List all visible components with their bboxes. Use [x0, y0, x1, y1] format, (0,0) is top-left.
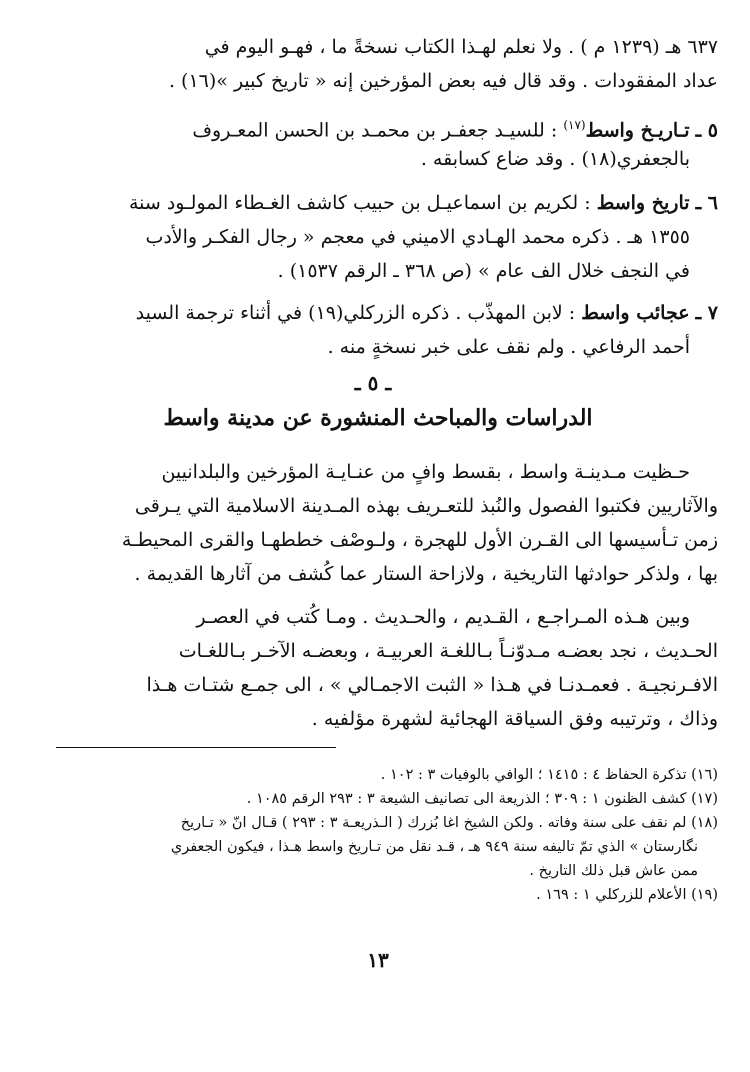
entry-first-line: [38, 186, 718, 220]
text-line: وذاك ، وترتيبه وفق السياقة الهجائية لشهرة مؤلفيه .: [311, 708, 718, 730]
entry-text: : لابن المهذّب . ذكره الزركلي(١٩) في أثناء ترجمة السيد: [135, 302, 576, 324]
footnote-18-cont: نگارستان » الذي تمّ تاليفه سنة ٩٤٩ هـ ، قـد نقل من تـاريخ واسط هـذا ، فيكون الجعفري: [170, 839, 698, 855]
text-line: زمن تـأسيسها الى القـرن الأول للهجرة ، ولـوصْف خططهـا والقرى المحيطـة: [121, 529, 718, 551]
footnote-19: (١٩) الأعلام للزركلي ١ : ١٦٩ .: [536, 887, 718, 903]
entry-text: : للسيـد جعفـر بن محمـد بن الحسن المعـروف: [192, 119, 558, 142]
text-line: عداد المفقودات . وقد قال فيه بعض المؤرخين إنه « تاريخ كبير »(١٦) .: [168, 70, 718, 92]
text-line: ٦٣٧ هـ (١٢٣٩ م ) . ولا نعلم لهـذا الكتاب نسخةً ما ، فهـو اليوم في: [204, 36, 718, 58]
entry-5: [38, 108, 718, 176]
section-heading: الدراسات والمباحث المنشورة عن مدينة واسط: [163, 405, 593, 431]
entry-title: تاريخ واسط: [596, 192, 690, 214]
top-paragraph: [38, 30, 718, 98]
entry-6: [38, 186, 718, 288]
entry-title: عجائب واسط: [581, 302, 690, 324]
footnote-17: (١٧) كشف الظنون ١ : ٣٠٩ ؛ الذريعة الى تصانيف الشيعة ٣ : ٢٩٣ الرقم ١٠٨٥ .: [246, 791, 718, 807]
entry-number: ٦ ـ: [695, 192, 718, 214]
entry-first-line: [38, 108, 718, 142]
text-line: بها ، ولذكر حوادثها التاريخية ، ولازاحة الستار عما كُشف من آثارها القديمة .: [134, 563, 718, 585]
section-separator: ـ ٥ ـ: [354, 371, 392, 395]
entry-7: [38, 296, 718, 364]
entry-number: ٧ ـ: [695, 302, 718, 324]
text-line: والآثاريين فكتبوا الفصول والنُبذ للتعـريف بهذه المـدينة الاسلامية التي يـرقى: [134, 495, 718, 517]
entry-first-line: [38, 296, 718, 330]
text-line: الافـرنجيـة . فعمـدنـا في هـذا « الثبت الاجمـالي » ، الى جمـع شتـات هـذا: [146, 674, 718, 696]
body-paragraph-1: [38, 455, 718, 591]
body-paragraph-2: [38, 600, 718, 736]
footnote-rule: [56, 747, 336, 748]
text-line: حـظيت مـدينـة واسط ، بقسط وافٍ من عنـايـة المؤرخين والبلدانيين: [161, 461, 690, 483]
entry-number: ٥ ـ: [695, 119, 718, 142]
footnotes: [38, 763, 718, 907]
text-line: الحـديث ، نجد بعضـه مـدوّنـاً بـاللغـة العربيـة ، وبعضـه الآخـر بـاللغـات: [178, 640, 718, 662]
text-line: ١٣٥٥ هـ . ذكره محمد الهـادي الاميني في معجم « رجال الفكـر والأدب: [145, 226, 690, 248]
entry-text: : لكريم بن اسماعيـل بن حبيب كاشف الغـطاء المولـود سنة: [128, 192, 591, 214]
footnote-18-cont: ممن عاش قبل ذلك التاريخ .: [529, 863, 698, 879]
entry-title: تـاريـخ واسط: [585, 119, 690, 142]
text-line: في النجف خلال الف عام » (ص ٣٦٨ ـ الرقم ١٥٣٧) .: [277, 260, 690, 282]
text-line: أحمد الرفاعي . ولم نقف على خبر نسخةٍ منه .: [327, 336, 690, 358]
page-number: ١٣: [367, 948, 389, 972]
footnote-ref: (١٧): [563, 118, 586, 132]
book-page: [38, 0, 718, 1072]
text-line: بالجعفري(١٨) . وقد ضاع كسابقه .: [420, 148, 690, 170]
footnote-16: (١٦) تذكرة الحفاظ ٤ : ١٤١٥ ؛ الوافي بالوفيات ٣ : ١٠٢ .: [380, 767, 718, 783]
footnote-18: (١٨) لم نقف على سنة وفاته . ولكن الشيخ اغا بُزرك ( الـذريعـة ٣ : ٢٩٣ ) قـال انّ « تـاريخ: [180, 815, 718, 831]
text-line: وبين هـذه المـراجـع ، القـديم ، والحـديث . ومـا كُتب في العصـر: [196, 606, 690, 628]
